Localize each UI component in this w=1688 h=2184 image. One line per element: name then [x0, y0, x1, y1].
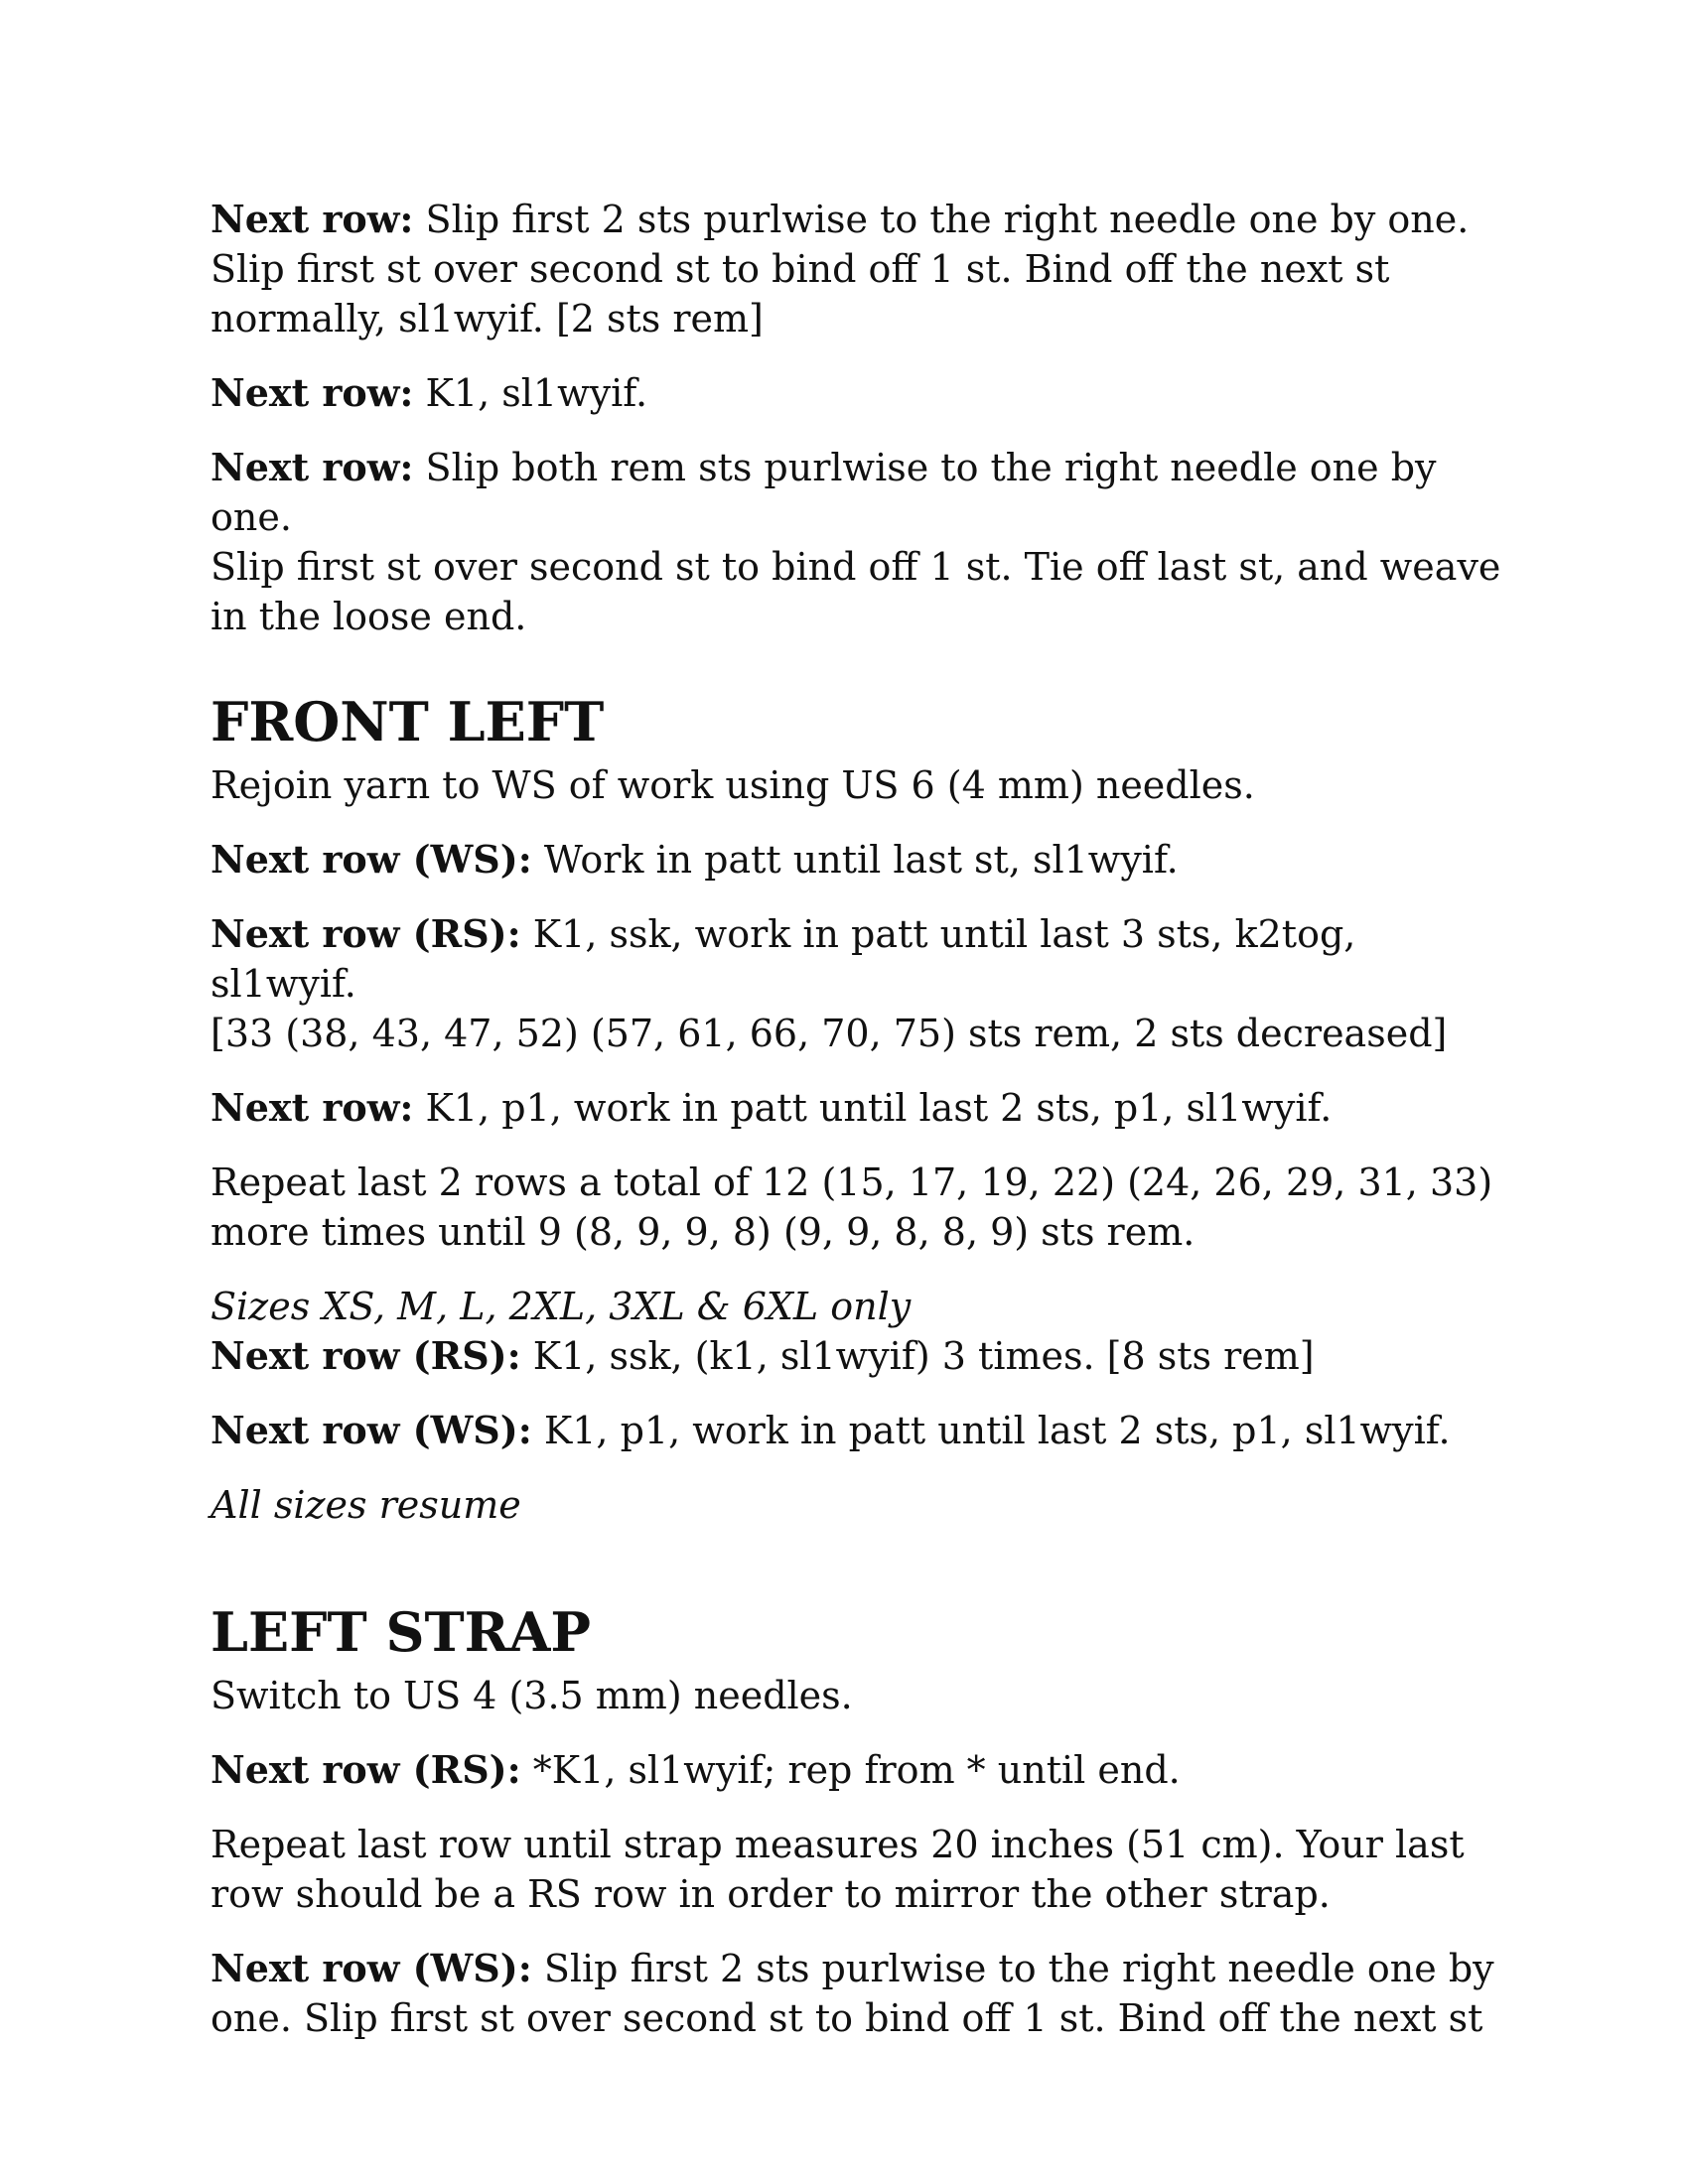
text-line: Switch to US 4 (3.5 mm) needles. — [211, 1674, 853, 1717]
text-line: normally, sl1wyif. [2 sts rem] — [211, 297, 764, 341]
instruction-paragraph — [211, 1944, 1501, 2043]
instruction-paragraph — [211, 1406, 1501, 1455]
instruction-paragraph — [211, 1282, 1501, 1381]
text-line — [211, 909, 1501, 1009]
text-line — [211, 1083, 1501, 1133]
row-label: Next row: — [211, 1085, 414, 1130]
text-line — [211, 835, 1501, 885]
row-text: K1, sl1wyif. — [413, 371, 648, 415]
text-line: [33 (38, 43, 47, 52) (57, 61, 66, 70, 75) sts rem, 2 sts decreased] — [211, 1012, 1448, 1055]
instruction-paragraph — [211, 1158, 1501, 1257]
instruction-paragraph — [211, 1820, 1501, 1919]
text-line: row should be a RS row in order to mirror the other strap. — [211, 1872, 1331, 1916]
text-line — [211, 368, 1501, 418]
instruction-paragraph — [211, 1480, 1501, 1530]
instruction-paragraph — [211, 195, 1501, 343]
row-text: Work in patt until last st, sl1wyif. — [531, 838, 1179, 882]
instruction-paragraph — [211, 835, 1501, 885]
instruction-paragraph — [211, 368, 1501, 418]
pattern-page — [211, 195, 1501, 2043]
row-label: Next row (RS): — [211, 911, 521, 956]
text-line: in the loose end. — [211, 595, 527, 638]
section-heading-front-left: FRONT LEFT — [211, 690, 605, 753]
text-line — [211, 1406, 1501, 1455]
text-line: Slip first st over second st to bind off 1 st. Bind off the next st — [211, 247, 1390, 291]
row-text: K1, p1, work in patt until last 2 sts, p1, sl1wyif. — [531, 1409, 1451, 1452]
row-label: Next row (WS): — [211, 1946, 532, 1990]
instruction-paragraph — [211, 760, 1501, 810]
text-line: more times until 9 (8, 9, 9, 8) (9, 9, 8, 8, 9) sts rem. — [211, 1210, 1196, 1254]
resume-note: All sizes resume — [211, 1483, 521, 1527]
row-label: Next row (RS): — [211, 1747, 521, 1792]
row-text: *K1, sl1wyif; rep from * until end. — [520, 1748, 1181, 1792]
sizes-note: Sizes XS, M, L, 2XL, 3XL & 6XL only — [211, 1285, 912, 1328]
text-line: Slip first st over second st to bind off 1 st. Tie off last st, and weave — [211, 545, 1501, 589]
row-text: Slip first 2 sts purlwise to the right needle one by one. — [413, 198, 1470, 241]
instruction-paragraph — [211, 909, 1501, 1058]
text-line — [211, 1944, 1501, 1993]
row-text: Slip both rem sts purlwise to the right needle one by one. — [211, 446, 1437, 539]
instruction-paragraph — [211, 1745, 1501, 1795]
row-text: Slip first 2 sts purlwise to the right needle one by — [531, 1947, 1494, 1990]
text-line: Rejoin yarn to WS of work using US 6 (4 mm) needles. — [211, 763, 1255, 807]
row-label: Next row: — [211, 370, 414, 415]
text-line — [211, 195, 1501, 244]
row-text: K1, ssk, work in patt until last 3 sts, k2tog, sl1wyif. — [211, 912, 1356, 1006]
instruction-paragraph — [211, 1083, 1501, 1133]
text-line — [211, 1331, 1501, 1381]
row-label: Next row (WS): — [211, 1408, 532, 1452]
instruction-paragraph — [211, 443, 1501, 641]
row-label: Next row: — [211, 197, 414, 241]
row-text: K1, p1, work in patt until last 2 sts, p1, sl1wyif. — [413, 1086, 1333, 1130]
text-line: one. Slip first st over second st to bind off 1 st. Bind off the next st — [211, 1996, 1483, 2040]
text-line — [211, 1745, 1501, 1795]
instruction-paragraph — [211, 1671, 1501, 1720]
row-label: Next row: — [211, 445, 414, 489]
row-label: Next row (WS): — [211, 837, 532, 882]
row-label: Next row (RS): — [211, 1333, 521, 1378]
text-line — [211, 443, 1501, 542]
text-line: Repeat last 2 rows a total of 12 (15, 17, 19, 22) (24, 26, 29, 31, 33) — [211, 1160, 1493, 1204]
text-line: Repeat last row until strap measures 20 inches (51 cm). Your last — [211, 1823, 1465, 1866]
row-text: K1, ssk, (k1, sl1wyif) 3 times. [8 sts rem] — [520, 1334, 1315, 1378]
section-heading-left-strap: LEFT STRAP — [211, 1600, 592, 1664]
